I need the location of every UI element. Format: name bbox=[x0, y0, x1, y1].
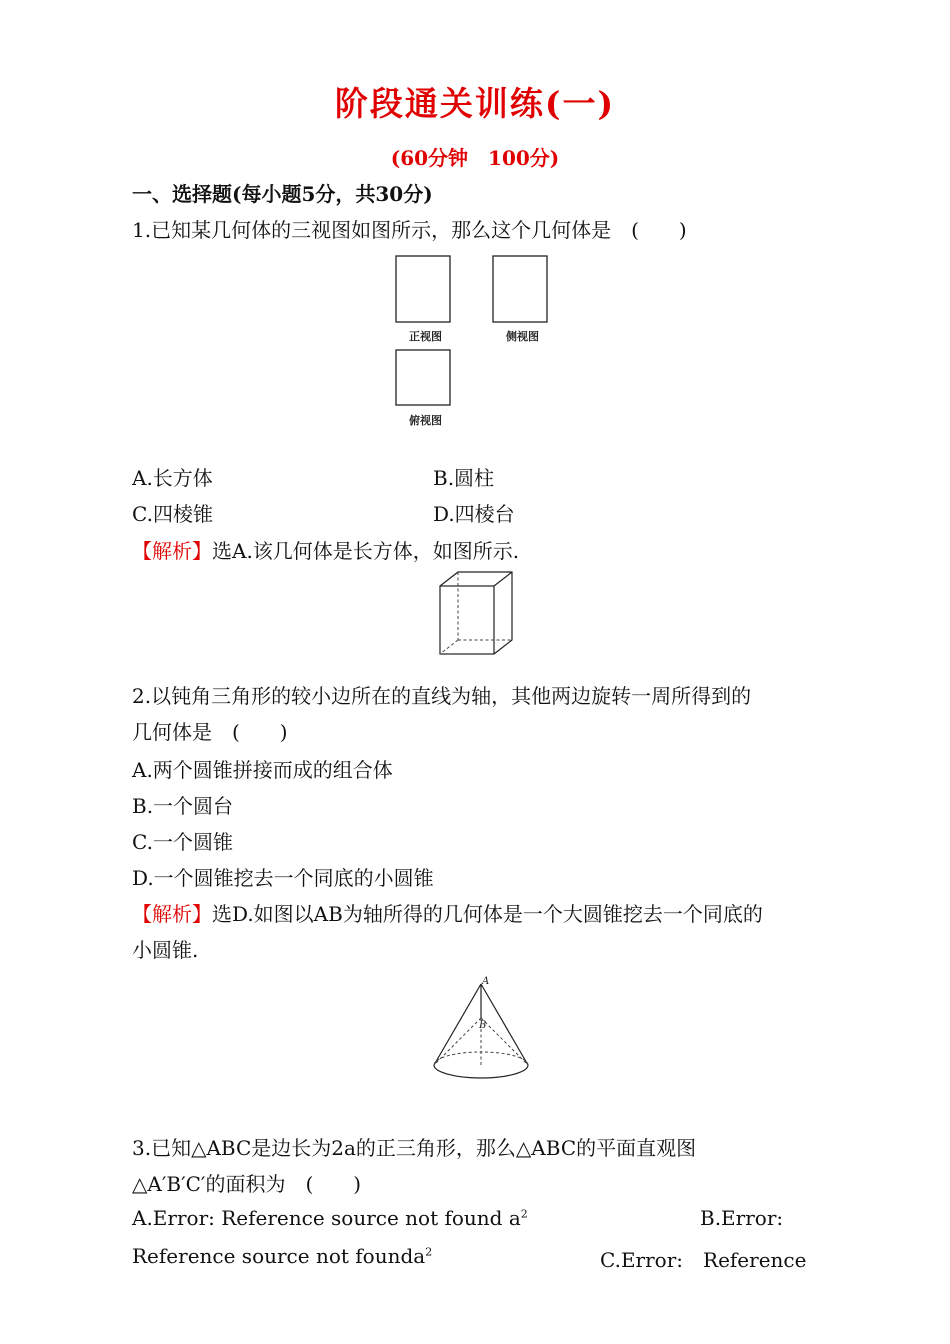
front-view-rect bbox=[396, 256, 450, 322]
q3-option-b-cont bbox=[132, 1244, 432, 1268]
side-view-label: 侧视图 bbox=[506, 330, 539, 343]
cone-point-b: B bbox=[479, 1020, 487, 1031]
cuboid-figure bbox=[436, 568, 516, 660]
section-heading: 一、选择题(每小题5分，共30分) bbox=[132, 182, 433, 206]
q2-analysis bbox=[132, 898, 763, 927]
q2-analysis-tag: 【解析】 bbox=[132, 902, 212, 926]
q2-option-a: A.两个圆锥拼接而成的组合体 bbox=[132, 758, 393, 782]
q2-analysis-line1: 选D.如图以AB为轴所得的几何体是一个大圆锥挖去一个同底的 bbox=[212, 902, 763, 926]
q3-option-b: B.Error: bbox=[700, 1206, 784, 1230]
side-view-rect bbox=[493, 256, 547, 322]
q3-option-a-text: A.Error: Reference source not found a bbox=[132, 1206, 521, 1230]
q1-option-b: B.圆柱 bbox=[433, 466, 495, 490]
q2-stem-line1: 2.以钝角三角形的较小边所在的直线为轴，其他两边旋转一周所得到的 bbox=[132, 684, 752, 708]
q1-option-c: C.四棱锥 bbox=[132, 502, 213, 526]
q3-option-a bbox=[132, 1206, 528, 1230]
q2-option-d: D.一个圆锥挖去一个同底的小圆锥 bbox=[132, 866, 434, 890]
q1-analysis-text: 选A.该几何体是长方体，如图所示. bbox=[212, 539, 520, 563]
q2-option-c: C.一个圆锥 bbox=[132, 830, 233, 854]
cone-figure bbox=[420, 970, 535, 1095]
q3-stem-line2: △A′B′C′的面积为 ( ) bbox=[132, 1172, 362, 1196]
q1-analysis bbox=[132, 535, 519, 564]
q2-analysis-line2: 小圆锥. bbox=[132, 938, 199, 962]
q1-stem: 1.已知某几何体的三视图如图所示，那么这个几何体是 ( ) bbox=[132, 218, 687, 242]
cone-point-a: A bbox=[482, 976, 490, 987]
page-subtitle: (60分钟 100分) bbox=[390, 146, 560, 170]
q2-option-b: B.一个圆台 bbox=[132, 794, 234, 818]
front-view-label: 正视图 bbox=[409, 330, 442, 343]
q1-option-a: A.长方体 bbox=[132, 466, 213, 490]
q3-stem-line1: 3.已知△ABC是边长为2a的正三角形，那么△ABC的平面直观图 bbox=[132, 1136, 697, 1160]
q2-stem-line2: 几何体是 ( ) bbox=[132, 720, 288, 744]
q3-option-a-sup: 2 bbox=[520, 1207, 528, 1221]
q1-option-d: D.四棱台 bbox=[433, 502, 515, 526]
top-view-rect bbox=[396, 350, 450, 405]
page-title: 阶段通关训练(一) bbox=[334, 84, 616, 123]
q3-option-b-sup: 2 bbox=[425, 1245, 433, 1259]
q3-option-c: C.Error: Reference bbox=[600, 1248, 807, 1272]
q1-analysis-tag: 【解析】 bbox=[132, 539, 212, 563]
top-view-label: 俯视图 bbox=[409, 414, 442, 427]
q3-option-b-cont-text: Reference source not founda bbox=[132, 1244, 426, 1268]
